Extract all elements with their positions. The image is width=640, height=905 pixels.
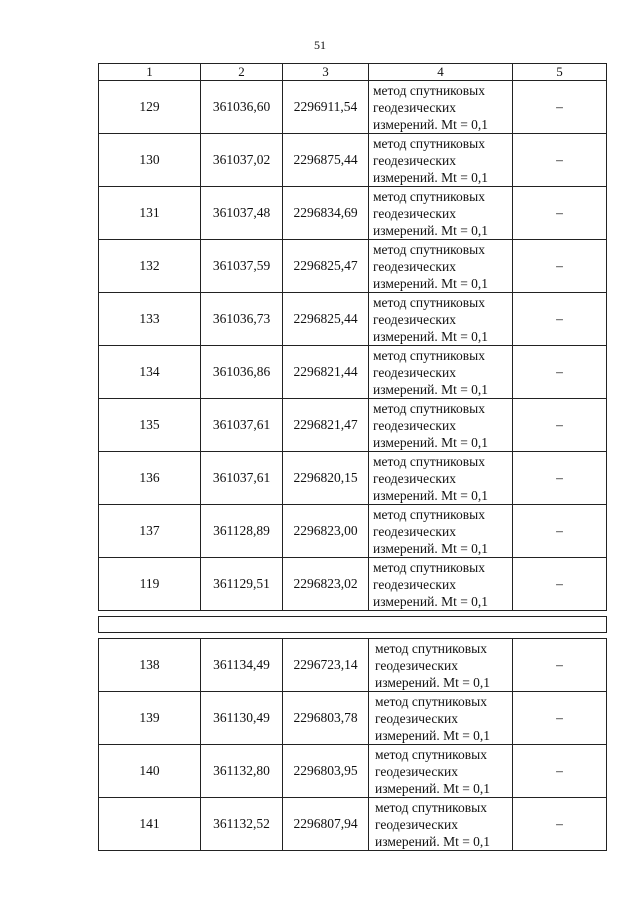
coordinate-x-cell xyxy=(201,293,283,346)
note-text: – xyxy=(556,205,563,220)
table-row xyxy=(99,798,607,851)
point-number-text: 139 xyxy=(139,710,160,725)
coordinate-x-text: 361132,80 xyxy=(213,763,270,778)
point-number-cell xyxy=(99,798,201,851)
coordinate-x-text: 361037,59 xyxy=(212,258,271,273)
coordinate-y-cell xyxy=(283,798,369,851)
point-number-cell xyxy=(99,187,201,240)
note-text: – xyxy=(556,470,563,485)
table-row xyxy=(99,293,607,346)
point-number-cell xyxy=(99,639,201,692)
blank-row xyxy=(99,617,607,633)
header-col-2: 2 xyxy=(201,64,283,81)
coordinate-y-cell xyxy=(283,81,369,134)
method-cell xyxy=(369,639,513,692)
coordinate-y-text: 2296875,44 xyxy=(293,152,358,167)
method-cell xyxy=(369,798,513,851)
method-text: метод спутниковых геодезических измерений. Mt = 0,1 xyxy=(373,136,489,185)
table-body-top xyxy=(99,81,607,611)
coordinate-y-text: 2296825,44 xyxy=(293,311,358,326)
table-row xyxy=(99,81,607,134)
point-number-text: 129 xyxy=(139,99,160,114)
coordinate-x-text: 361037,48 xyxy=(212,205,271,220)
point-number-cell xyxy=(99,399,201,452)
table-row xyxy=(99,639,607,692)
note-text: – xyxy=(556,364,563,379)
coordinate-x-cell xyxy=(201,745,283,798)
method-text: метод спутниковых геодезических измерений. Mt = 0,1 xyxy=(373,83,489,132)
coordinate-y-text: 2296723,14 xyxy=(293,657,358,672)
note-cell xyxy=(513,639,607,692)
coordinate-x-cell xyxy=(201,134,283,187)
method-cell xyxy=(369,745,513,798)
coordinate-y-text: 2296820,15 xyxy=(293,470,358,485)
table-row xyxy=(99,505,607,558)
point-number-cell xyxy=(99,293,201,346)
point-number-text: 132 xyxy=(139,258,160,273)
point-number-cell xyxy=(99,240,201,293)
table-row xyxy=(99,692,607,745)
note-cell xyxy=(513,798,607,851)
point-number-text: 130 xyxy=(139,152,160,167)
coordinate-y-text: 2296823,02 xyxy=(293,576,358,591)
method-text: метод спутниковых геодезических измерений. Mt = 0,1 xyxy=(375,800,491,849)
note-cell xyxy=(513,293,607,346)
note-text: – xyxy=(556,710,563,725)
coordinate-x-text: 361036,73 xyxy=(212,311,271,326)
coordinate-y-cell xyxy=(283,692,369,745)
note-text: – xyxy=(556,816,563,831)
point-number-cell xyxy=(99,81,201,134)
method-text: метод спутниковых геодезических измерений. Mt = 0,1 xyxy=(373,242,489,291)
method-text: метод спутниковых геодезических измерений. Mt = 0,1 xyxy=(375,694,491,743)
coordinate-y-text: 2296803,95 xyxy=(293,763,358,778)
note-cell xyxy=(513,745,607,798)
method-cell xyxy=(369,452,513,505)
note-cell xyxy=(513,505,607,558)
page-number: 51 xyxy=(314,38,326,52)
method-cell xyxy=(369,558,513,611)
method-text: метод спутниковых геодезических измерений. Mt = 0,1 xyxy=(373,348,489,397)
coordinate-x-cell xyxy=(201,452,283,505)
point-number-cell xyxy=(99,745,201,798)
table-row xyxy=(99,187,607,240)
coordinate-x-cell xyxy=(201,558,283,611)
coordinate-y-cell xyxy=(283,452,369,505)
note-cell xyxy=(513,346,607,399)
coordinate-y-cell xyxy=(283,346,369,399)
coordinate-y-cell xyxy=(283,187,369,240)
coordinate-x-text: 361132,52 xyxy=(213,816,270,831)
coordinates-table xyxy=(98,63,607,851)
point-number-text: 137 xyxy=(139,523,160,538)
header-col-1: 1 xyxy=(99,64,201,81)
coordinate-x-text: 361134,49 xyxy=(213,657,270,672)
note-text: – xyxy=(556,258,563,273)
coordinate-x-text: 361130,49 xyxy=(213,710,270,725)
table-row xyxy=(99,240,607,293)
table-row xyxy=(99,452,607,505)
table-row xyxy=(99,558,607,611)
method-cell xyxy=(369,187,513,240)
coordinate-y-text: 2296823,00 xyxy=(293,523,358,538)
method-cell xyxy=(369,346,513,399)
note-text: – xyxy=(556,523,563,538)
coordinate-y-text: 2296807,94 xyxy=(293,816,358,831)
method-text: метод спутниковых геодезических измерений. Mt = 0,1 xyxy=(375,641,491,690)
point-number-cell xyxy=(99,452,201,505)
point-number-cell xyxy=(99,346,201,399)
point-number-text: 141 xyxy=(139,816,160,831)
coordinate-x-cell xyxy=(201,81,283,134)
coordinate-x-text: 361036,60 xyxy=(212,99,271,114)
note-cell xyxy=(513,399,607,452)
point-number-text: 133 xyxy=(139,311,160,326)
note-cell xyxy=(513,240,607,293)
point-number-text: 134 xyxy=(139,364,160,379)
header-col-3: 3 xyxy=(283,64,369,81)
note-text: – xyxy=(556,152,563,167)
table-row xyxy=(99,745,607,798)
note-text: – xyxy=(556,417,563,432)
coordinate-x-cell xyxy=(201,639,283,692)
coordinate-x-cell xyxy=(201,798,283,851)
coordinate-y-text: 2296821,47 xyxy=(293,417,358,432)
table-row xyxy=(99,399,607,452)
coordinate-x-cell xyxy=(201,346,283,399)
method-text: метод спутниковых геодезических измерений. Mt = 0,1 xyxy=(373,295,489,344)
coordinate-x-cell xyxy=(201,399,283,452)
coordinate-y-text: 2296803,78 xyxy=(293,710,358,725)
note-text: – xyxy=(556,576,563,591)
method-cell xyxy=(369,134,513,187)
coordinate-y-cell xyxy=(283,293,369,346)
note-text: – xyxy=(556,763,563,778)
point-number-cell xyxy=(99,505,201,558)
coordinate-x-cell xyxy=(201,240,283,293)
note-text: – xyxy=(556,99,563,114)
coordinate-y-text: 2296821,44 xyxy=(293,364,358,379)
method-cell xyxy=(369,692,513,745)
note-cell xyxy=(513,558,607,611)
point-number-text: 136 xyxy=(139,470,160,485)
header-col-5: 5 xyxy=(513,64,607,81)
coordinate-x-cell xyxy=(201,187,283,240)
method-cell xyxy=(369,293,513,346)
method-text: метод спутниковых геодезических измерений. Mt = 0,1 xyxy=(373,454,489,503)
point-number-cell xyxy=(99,558,201,611)
note-text: – xyxy=(556,311,563,326)
table-row xyxy=(99,134,607,187)
coordinate-y-text: 2296825,47 xyxy=(293,258,358,273)
point-number-cell xyxy=(99,134,201,187)
point-number-text: 135 xyxy=(139,417,160,432)
coordinate-y-cell xyxy=(283,639,369,692)
coordinate-y-cell xyxy=(283,240,369,293)
point-number-text: 119 xyxy=(139,576,160,591)
coordinate-x-text: 361037,02 xyxy=(212,152,271,167)
method-cell xyxy=(369,399,513,452)
point-number-cell xyxy=(99,692,201,745)
table-body-bottom xyxy=(99,639,607,851)
coordinate-x-cell xyxy=(201,505,283,558)
note-cell xyxy=(513,81,607,134)
method-text: метод спутниковых геодезических измерений. Mt = 0,1 xyxy=(373,401,489,450)
coordinate-x-cell xyxy=(201,692,283,745)
header-row xyxy=(99,64,607,81)
coordinate-y-cell xyxy=(283,399,369,452)
table-row xyxy=(99,346,607,399)
coordinate-x-text: 361129,51 xyxy=(213,576,270,591)
header-col-4: 4 xyxy=(369,64,513,81)
point-number-text: 140 xyxy=(139,763,160,778)
method-cell xyxy=(369,505,513,558)
table-separator xyxy=(99,611,607,639)
coordinate-x-text: 361037,61 xyxy=(212,470,271,485)
note-text: – xyxy=(556,657,563,672)
note-cell xyxy=(513,692,607,745)
note-cell xyxy=(513,134,607,187)
coordinate-y-text: 2296834,69 xyxy=(293,205,358,220)
point-number-text: 138 xyxy=(139,657,160,672)
method-text: метод спутниковых геодезических измерений. Mt = 0,1 xyxy=(373,189,489,238)
method-cell xyxy=(369,81,513,134)
coordinate-y-cell xyxy=(283,505,369,558)
coordinate-y-cell xyxy=(283,134,369,187)
coordinate-y-text: 2296911,54 xyxy=(293,99,358,114)
note-cell xyxy=(513,452,607,505)
method-text: метод спутниковых геодезических измерений. Mt = 0,1 xyxy=(373,560,489,609)
coordinate-y-cell xyxy=(283,745,369,798)
coordinate-x-text: 361036,86 xyxy=(212,364,271,379)
note-cell xyxy=(513,187,607,240)
point-number-text: 131 xyxy=(139,205,160,220)
coordinate-x-text: 361128,89 xyxy=(213,523,270,538)
coordinate-y-cell xyxy=(283,558,369,611)
method-text: метод спутниковых геодезических измерений. Mt = 0,1 xyxy=(373,507,489,556)
coordinate-x-text: 361037,61 xyxy=(212,417,271,432)
method-cell xyxy=(369,240,513,293)
method-text: метод спутниковых геодезических измерений. Mt = 0,1 xyxy=(375,747,491,796)
